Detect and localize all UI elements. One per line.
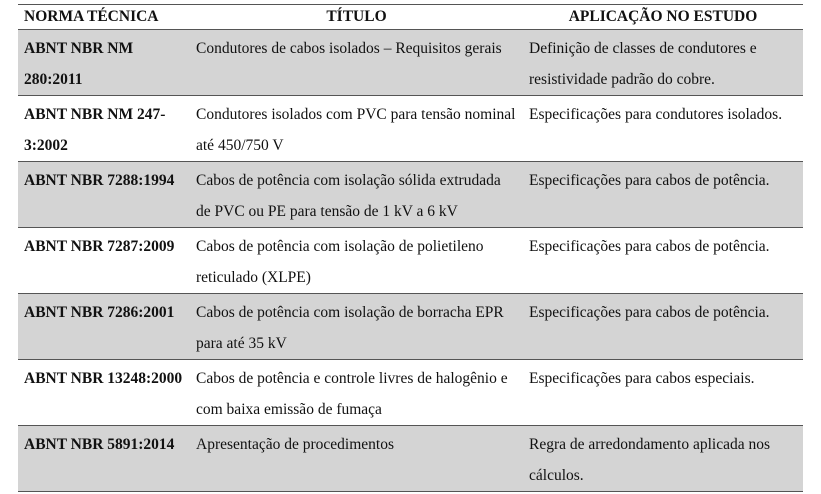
header-aplicacao: APLICAÇÃO NO ESTUDO: [523, 5, 803, 30]
table-row: [18, 360, 803, 426]
titulo-cell: Cabos de potência e controle livres de halogênio e com baixa emissão de fumaça: [190, 360, 523, 426]
header-norma: NORMA TÉCNICA: [18, 5, 190, 30]
norma-cell: ABNT NBR 7287:2009: [18, 228, 190, 294]
header-row: [18, 5, 803, 30]
table-row: [18, 162, 803, 228]
aplicacao-cell: Especificações para cabos de potência.: [523, 294, 803, 360]
table-row: [18, 228, 803, 294]
norma-cell: ABNT NBR 7286:2001: [18, 294, 190, 360]
standards-table: [18, 4, 803, 492]
aplicacao-cell: Especificações para condutores isolados.: [523, 96, 803, 162]
header-titulo: TÍTULO: [190, 5, 523, 30]
aplicacao-cell: Regra de arredondamento aplicada nos cálculos.: [523, 426, 803, 492]
norma-cell: ABNT NBR 13248:2000: [18, 360, 190, 426]
titulo-cell: Condutores de cabos isolados – Requisitos gerais: [190, 30, 523, 96]
norma-cell: ABNT NBR 7288:1994: [18, 162, 190, 228]
aplicacao-cell: Especificações para cabos de potência.: [523, 162, 803, 228]
norma-cell: ABNT NBR NM 280:2011: [18, 30, 190, 96]
titulo-cell: Condutores isolados com PVC para tensão nominal até 450/750 V: [190, 96, 523, 162]
aplicacao-cell: Especificações para cabos especiais.: [523, 360, 803, 426]
norma-cell: ABNT NBR NM 247-3:2002: [18, 96, 190, 162]
norma-cell: ABNT NBR 5891:2014: [18, 426, 190, 492]
aplicacao-cell: Definição de classes de condutores e resistividade padrão do cobre.: [523, 30, 803, 96]
table-row: [18, 426, 803, 492]
table-row: [18, 96, 803, 162]
table-row: [18, 30, 803, 96]
titulo-cell: Cabos de potência com isolação de borracha EPR para até 35 kV: [190, 294, 523, 360]
aplicacao-cell: Especificações para cabos de potência.: [523, 228, 803, 294]
titulo-cell: Apresentação de procedimentos: [190, 426, 523, 492]
titulo-cell: Cabos de potência com isolação de polietileno reticulado (XLPE): [190, 228, 523, 294]
titulo-cell: Cabos de potência com isolação sólida extrudada de PVC ou PE para tensão de 1 kV a 6 kV: [190, 162, 523, 228]
table-row: [18, 294, 803, 360]
